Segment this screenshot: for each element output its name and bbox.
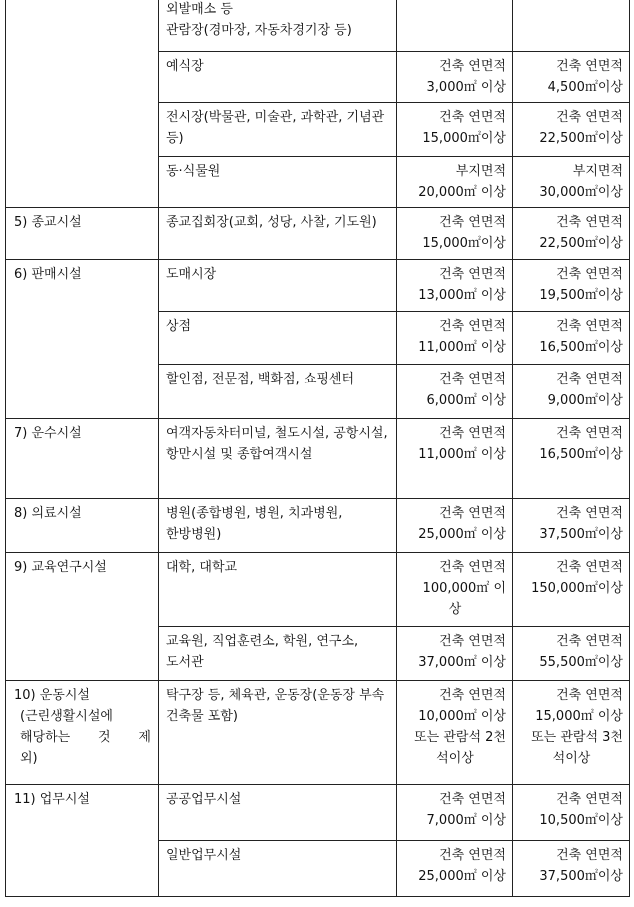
threshold-a-cell [397,52,513,103]
threshold-text: 건축 연면적 [556,267,623,282]
threshold-text: 석이상 [436,751,474,766]
category-text: 10) 운동시설 [14,688,90,703]
facility-text: 외발매소 등 [166,2,233,17]
category-note: 해당하는 것 제 [20,730,151,745]
threshold-text: 25,000㎡ 이상 [418,527,506,542]
threshold-text: 7,000㎡ 이상 [426,813,506,828]
threshold-text: 또는 관람석 2천 [414,730,506,745]
threshold-b-cell [513,627,630,681]
threshold-text: 건축 연면적 [556,426,623,441]
table-row [6,0,630,52]
threshold-text: 건축 연면적 [439,426,506,441]
table-row [6,208,630,260]
facility-cell [159,841,397,897]
category-text: 7) 운수시설 [14,426,82,441]
category-note: 외) [20,751,38,766]
facility-text: 전시장(박물관, 미술관, 과학관, 기념관 등) [166,110,385,146]
threshold-b-cell [513,499,630,553]
threshold-a-cell [397,785,513,841]
facility-text: 여객자동차터미널, 철도시설, 공항시설, 항만시설 및 종합여객시설 [166,426,388,462]
facility-cell [159,52,397,103]
category-note: (근린생활시설에 [20,709,113,724]
threshold-text: 건축 연면적 [556,372,623,387]
threshold-a-cell [397,103,513,157]
category-cell [6,553,159,681]
category-cell [6,208,159,260]
facility-text: 교육원, 직업훈련소, 학원, 연구소, 도서관 [166,634,359,670]
threshold-b-cell [513,52,630,103]
facility-cell [159,208,397,260]
category-cell [6,785,159,897]
threshold-b-cell [513,365,630,419]
threshold-text: 건축 연면적 [439,688,506,703]
threshold-text: 건축 연면적 [439,848,506,863]
threshold-text: 15,000㎡이상 [422,131,506,146]
threshold-text: 20,000㎡ 이상 [418,185,506,200]
threshold-b-cell [513,841,630,897]
threshold-text: 건축 연면적 [439,59,506,74]
threshold-text: 37,500㎡이상 [539,869,623,884]
threshold-text: 건축 연면적 [556,848,623,863]
threshold-b-cell [513,103,630,157]
threshold-b-cell [513,260,630,312]
table-row [6,553,630,627]
facility-cell [159,260,397,312]
threshold-text: 10,000㎡ 이상 [418,709,506,724]
threshold-b-cell [513,0,630,52]
facility-text: 일반업무시설 [166,848,242,863]
threshold-a-cell [397,260,513,312]
facility-text: 할인점, 전문점, 백화점, 쇼핑센터 [166,372,355,387]
threshold-text: 부지면적 [572,164,623,179]
threshold-a-cell [397,419,513,499]
threshold-b-cell [513,785,630,841]
threshold-text: 4,500㎡이상 [547,80,623,95]
threshold-text: 건축 연면적 [439,372,506,387]
category-text: 8) 의료시설 [14,506,82,521]
threshold-text: 건축 연면적 [556,688,623,703]
threshold-text: 11,000㎡ 이상 [418,340,506,355]
threshold-text: 건축 연면적 [556,110,623,125]
threshold-text: 3,000㎡ 이상 [426,80,506,95]
facility-cell [159,681,397,785]
threshold-text: 건축 연면적 [556,634,623,649]
threshold-text: 건축 연면적 [556,506,623,521]
table-row [6,785,630,841]
facility-cell [159,312,397,365]
threshold-text: 건축 연면적 [439,506,506,521]
threshold-text: 건축 연면적 [556,59,623,74]
category-cell [6,419,159,499]
facility-threshold-table [5,0,630,897]
category-text: 5) 종교시설 [14,215,82,230]
table-row [6,260,630,312]
threshold-text: 건축 연면적 [556,319,623,334]
threshold-text: 22,500㎡이상 [539,131,623,146]
threshold-text: 또는 관람석 3천 [531,730,623,745]
threshold-text: 건축 연면적 [439,792,506,807]
facility-cell [159,0,397,52]
threshold-text: 6,000㎡ 이상 [426,393,506,408]
threshold-a-cell [397,312,513,365]
facility-text: 대학, 대학교 [166,560,238,575]
threshold-a-cell [397,553,513,627]
facility-text: 종교집회장(교회, 성당, 사찰, 기도원) [166,215,377,230]
facility-text: 예식장 [166,59,204,74]
threshold-a-cell [397,157,513,208]
facility-cell [159,365,397,419]
threshold-a-cell [397,841,513,897]
facility-text: 도매시장 [166,267,217,282]
threshold-b-cell [513,419,630,499]
threshold-text: 건축 연면적 [556,560,623,575]
category-cell [6,499,159,553]
category-text: 11) 업무시설 [14,792,90,807]
threshold-text: 상 [448,602,462,617]
threshold-a-cell [397,499,513,553]
threshold-a-cell [397,208,513,260]
threshold-text: 16,500㎡이상 [539,340,623,355]
threshold-text: 16,500㎡이상 [539,447,623,462]
facility-text: 공공업무시설 [166,792,242,807]
table-row [6,499,630,553]
threshold-text: 55,500㎡이상 [539,655,623,670]
threshold-text: 건축 연면적 [556,792,623,807]
threshold-text: 37,500㎡이상 [539,527,623,542]
facility-cell [159,103,397,157]
threshold-text: 건축 연면적 [439,560,506,575]
threshold-text: 건축 연면적 [439,634,506,649]
facility-cell [159,499,397,553]
threshold-text: 37,000㎡ 이상 [418,655,506,670]
threshold-text: 석이상 [552,751,591,766]
facility-cell [159,553,397,627]
threshold-text: 19,500㎡이상 [539,288,623,303]
threshold-text: 건축 연면적 [556,215,623,230]
threshold-b-cell [513,157,630,208]
threshold-text: 건축 연면적 [439,215,506,230]
facility-text: 상점 [166,319,192,334]
threshold-text: 건축 연면적 [439,319,506,334]
facility-text: 탁구장 등, 체육관, 운동장(운동장 부속 건축물 포함) [166,688,385,724]
threshold-text: 10,500㎡이상 [539,813,623,828]
facility-cell [159,157,397,208]
facility-text: 관람장(경마장, 자동차경기장 등) [166,23,352,38]
facility-cell [159,627,397,681]
facility-cell [159,785,397,841]
category-cell [6,681,159,785]
threshold-text: 15,000㎡ 이상 [535,709,623,724]
category-text: 9) 교육연구시설 [14,560,107,575]
threshold-a-cell [397,365,513,419]
threshold-text: 25,000㎡ 이상 [418,869,506,884]
table-row [6,419,630,499]
category-cell [6,260,159,419]
threshold-text: 부지면적 [455,164,506,179]
threshold-a-cell [397,681,513,785]
facility-text: 동·식물원 [166,164,221,179]
threshold-a-cell [397,627,513,681]
threshold-text: 건축 연면적 [439,267,506,282]
threshold-b-cell [513,208,630,260]
facility-text: 병원(종합병원, 병원, 치과병원, 한방병원) [166,506,343,542]
threshold-text: 13,000㎡ 이상 [418,288,506,303]
threshold-b-cell [513,312,630,365]
threshold-text: 100,000㎡ 이 [422,581,506,596]
facility-cell [159,419,397,499]
threshold-text: 건축 연면적 [439,110,506,125]
category-cell [6,0,159,208]
threshold-b-cell [513,681,630,785]
table-row [6,681,630,785]
category-text: 6) 판매시설 [14,267,82,282]
threshold-text: 15,000㎡이상 [422,236,506,251]
threshold-b-cell [513,553,630,627]
threshold-text: 9,000㎡이상 [547,393,623,408]
threshold-text: 11,000㎡ 이상 [418,447,506,462]
threshold-a-cell [397,0,513,52]
threshold-text: 150,000㎡이상 [531,581,623,596]
threshold-text: 30,000㎡이상 [539,185,623,200]
threshold-text: 22,500㎡이상 [539,236,623,251]
